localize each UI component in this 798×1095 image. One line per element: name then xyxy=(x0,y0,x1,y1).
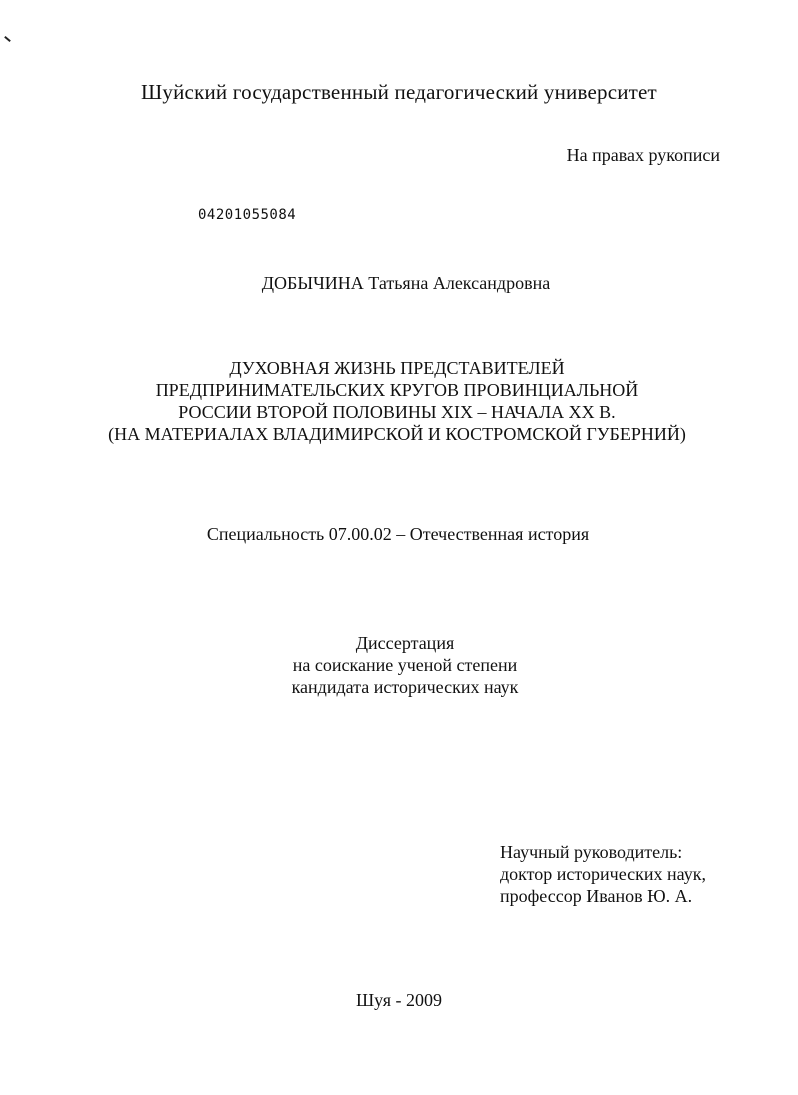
place-and-year: Шуя - 2009 xyxy=(356,990,442,1010)
scan-artifact-mark xyxy=(4,36,11,42)
thesis-title xyxy=(0,357,798,445)
degree-block xyxy=(0,632,798,698)
degree-line: Диссертация xyxy=(355,633,455,653)
university-name: Шуйский государственный педагогический университет xyxy=(141,80,657,104)
supervisor-block xyxy=(500,841,706,907)
supervisor-line: профессор Иванов Ю. А. xyxy=(500,886,693,906)
supervisor-line: Научный руководитель: xyxy=(500,842,683,862)
degree-line: на соискание ученой степени xyxy=(292,655,518,675)
thesis-title-line: РОССИИ ВТОРОЙ ПОЛОВИНЫ XIX – НАЧАЛА XX В. xyxy=(178,402,616,422)
specialty: Специальность 07.00.02 – Отечественная история xyxy=(206,524,590,544)
thesis-title-line: ПРЕДПРИНИМАТЕЛЬСКИХ КРУГОВ ПРОВИНЦИАЛЬНОЙ xyxy=(155,380,639,400)
degree-line: кандидата исторических наук xyxy=(291,677,519,697)
supervisor-line: доктор исторических наук, xyxy=(500,864,706,884)
thesis-title-line: (НА МАТЕРИАЛАХ ВЛАДИМИРСКОЙ И КОСТРОМСКОЙ ГУБЕРНИЙ) xyxy=(108,424,686,444)
manuscript-rights-note: На правах рукописи xyxy=(566,145,720,165)
inventory-number: 04201055084 xyxy=(198,207,297,223)
thesis-title-line: ДУХОВНАЯ ЖИЗНЬ ПРЕДСТАВИТЕЛЕЙ xyxy=(229,358,565,378)
author-name: ДОБЫЧИНА Татьяна Александровна xyxy=(261,273,551,293)
